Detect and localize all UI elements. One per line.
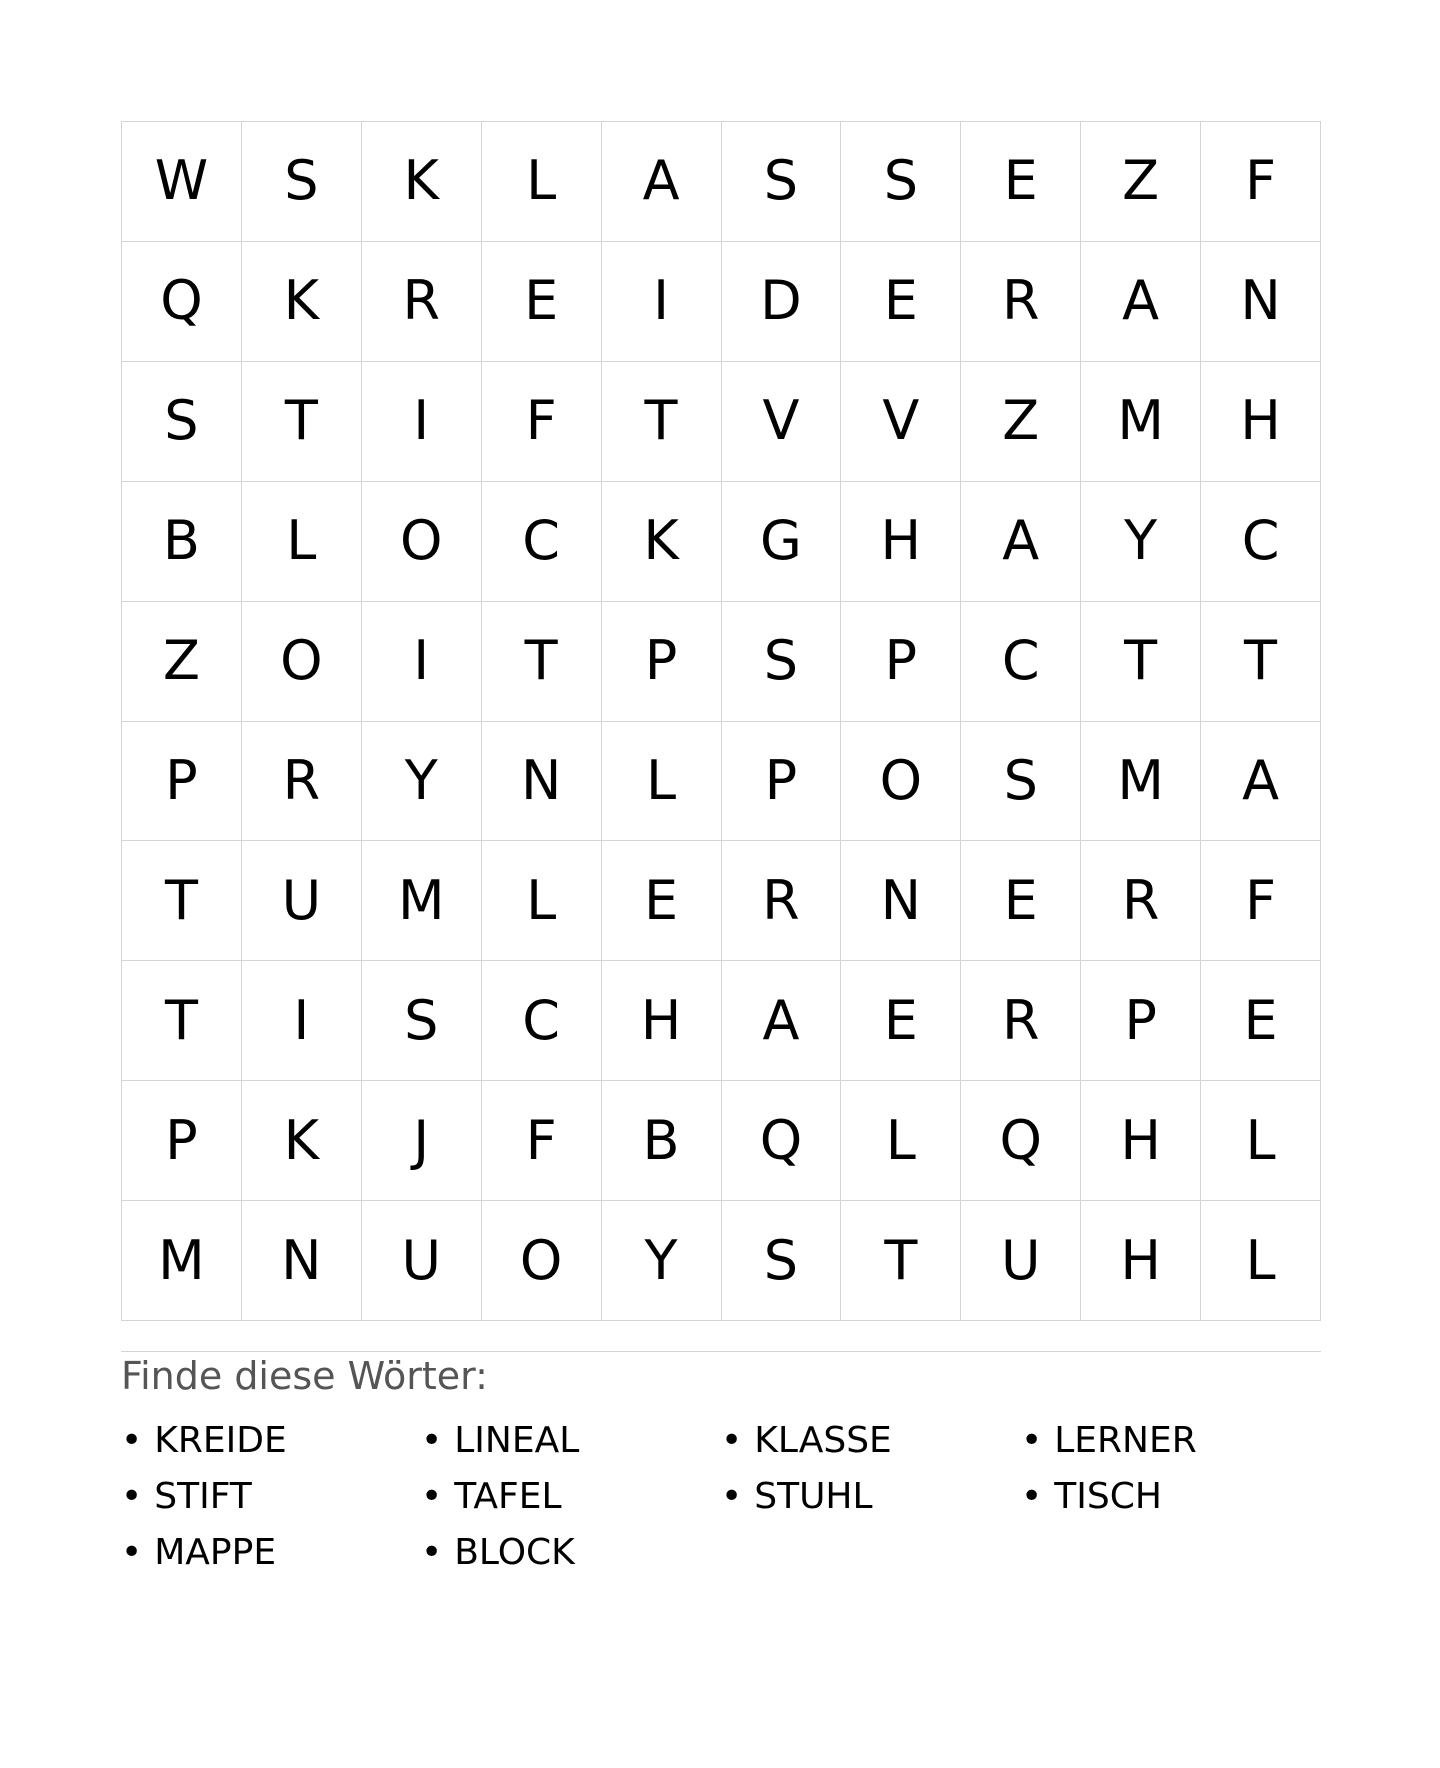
word-list-title: Finde diese Wörter: xyxy=(121,1354,488,1398)
grid-cell[interactable]: T xyxy=(1201,602,1321,722)
grid-cell[interactable]: M xyxy=(1081,362,1201,482)
grid-cell[interactable]: C xyxy=(1201,482,1321,602)
grid-cell[interactable]: I xyxy=(362,602,482,722)
grid-cell[interactable]: H xyxy=(602,961,722,1081)
grid-cell[interactable]: I xyxy=(362,362,482,482)
grid-cell[interactable]: N xyxy=(482,722,602,842)
word-item: • STUHL xyxy=(721,1469,1021,1525)
grid-cell[interactable]: L xyxy=(841,1081,961,1201)
grid-cell[interactable]: S xyxy=(722,602,842,722)
grid-cell[interactable]: L xyxy=(482,841,602,961)
grid-cell[interactable]: F xyxy=(1201,122,1321,242)
grid-cell[interactable]: E xyxy=(841,961,961,1081)
grid-cell[interactable]: L xyxy=(242,482,362,602)
grid-cell[interactable]: S xyxy=(961,722,1081,842)
grid-cell[interactable]: T xyxy=(122,841,242,961)
grid-cell[interactable]: O xyxy=(841,722,961,842)
grid-cell[interactable]: P xyxy=(1081,961,1201,1081)
grid-cell[interactable]: J xyxy=(362,1081,482,1201)
grid-cell[interactable]: E xyxy=(961,841,1081,961)
grid-cell[interactable]: O xyxy=(362,482,482,602)
grid-cell[interactable]: T xyxy=(482,602,602,722)
grid-cell[interactable]: Z xyxy=(122,602,242,722)
grid-cell[interactable]: F xyxy=(482,1081,602,1201)
grid-cell[interactable]: Z xyxy=(961,362,1081,482)
grid-cell[interactable]: K xyxy=(602,482,722,602)
grid-cell[interactable]: C xyxy=(482,961,602,1081)
grid-cell[interactable]: P xyxy=(122,722,242,842)
word-item: • KLASSE xyxy=(721,1413,1021,1469)
grid-cell[interactable]: H xyxy=(1081,1201,1201,1321)
grid-cell[interactable]: I xyxy=(602,242,722,362)
grid-cell[interactable]: K xyxy=(242,242,362,362)
grid-cell[interactable]: H xyxy=(841,482,961,602)
grid-cell[interactable]: L xyxy=(1201,1201,1321,1321)
grid-cell[interactable]: R xyxy=(1081,841,1201,961)
grid-cell[interactable]: T xyxy=(242,362,362,482)
grid-cell[interactable]: A xyxy=(1201,722,1321,842)
grid-cell[interactable]: B xyxy=(122,482,242,602)
grid-cell[interactable]: S xyxy=(242,122,362,242)
grid-cell[interactable]: R xyxy=(242,722,362,842)
grid-cell[interactable]: F xyxy=(482,362,602,482)
grid-cell[interactable]: R xyxy=(961,961,1081,1081)
word-item: • KREIDE xyxy=(121,1413,421,1469)
grid-cell[interactable]: A xyxy=(1081,242,1201,362)
grid-cell[interactable]: P xyxy=(602,602,722,722)
grid-cell[interactable]: A xyxy=(722,961,842,1081)
grid-cell[interactable]: K xyxy=(242,1081,362,1201)
grid-cell[interactable]: S xyxy=(362,961,482,1081)
word-item: • TAFEL xyxy=(421,1469,721,1525)
grid-cell[interactable]: V xyxy=(722,362,842,482)
grid-cell[interactable]: R xyxy=(961,242,1081,362)
grid-cell[interactable]: F xyxy=(1201,841,1321,961)
grid-cell[interactable]: P xyxy=(841,602,961,722)
grid-cell[interactable]: T xyxy=(841,1201,961,1321)
grid-cell[interactable]: T xyxy=(1081,602,1201,722)
grid-cell[interactable]: E xyxy=(602,841,722,961)
grid-cell[interactable]: Y xyxy=(602,1201,722,1321)
grid-cell[interactable]: E xyxy=(961,122,1081,242)
grid-cell[interactable]: Q xyxy=(961,1081,1081,1201)
grid-cell[interactable]: G xyxy=(722,482,842,602)
grid-cell[interactable]: L xyxy=(1201,1081,1321,1201)
grid-cell[interactable]: S xyxy=(122,362,242,482)
grid-cell[interactable]: R xyxy=(362,242,482,362)
grid-cell[interactable]: N xyxy=(841,841,961,961)
grid-cell[interactable]: O xyxy=(242,602,362,722)
grid-cell[interactable]: M xyxy=(362,841,482,961)
grid-cell[interactable]: R xyxy=(722,841,842,961)
word-item: • MAPPE xyxy=(121,1525,421,1581)
grid-cell[interactable]: U xyxy=(362,1201,482,1321)
grid-cell[interactable]: H xyxy=(1201,362,1321,482)
grid-cell[interactable]: Z xyxy=(1081,122,1201,242)
grid-cell[interactable]: V xyxy=(841,362,961,482)
grid-cell[interactable]: S xyxy=(841,122,961,242)
grid-cell[interactable]: S xyxy=(722,122,842,242)
grid-cell[interactable]: Q xyxy=(122,242,242,362)
word-item: • BLOCK xyxy=(421,1525,721,1581)
word-item: • LINEAL xyxy=(421,1413,721,1469)
grid-cell[interactable]: K xyxy=(362,122,482,242)
grid-cell[interactable]: P xyxy=(122,1081,242,1201)
grid-cell[interactable]: E xyxy=(482,242,602,362)
grid-cell[interactable]: I xyxy=(242,961,362,1081)
letter-grid xyxy=(121,121,1321,1321)
grid-cell[interactable]: L xyxy=(602,722,722,842)
grid-cell[interactable]: A xyxy=(602,122,722,242)
grid-cell[interactable]: C xyxy=(482,482,602,602)
grid-cell[interactable]: Y xyxy=(362,722,482,842)
grid-cell[interactable]: C xyxy=(961,602,1081,722)
grid-cell[interactable]: U xyxy=(961,1201,1081,1321)
grid-cell[interactable]: O xyxy=(482,1201,602,1321)
grid-cell[interactable]: A xyxy=(961,482,1081,602)
grid-cell[interactable]: E xyxy=(841,242,961,362)
grid-cell[interactable]: B xyxy=(602,1081,722,1201)
grid-cell[interactable]: S xyxy=(722,1201,842,1321)
word-item: • TISCH xyxy=(1021,1469,1321,1525)
grid-cell[interactable]: L xyxy=(482,122,602,242)
grid-cell[interactable]: T xyxy=(602,362,722,482)
grid-cell[interactable]: D xyxy=(722,242,842,362)
word-list xyxy=(121,1413,1321,1581)
grid-cell[interactable]: T xyxy=(122,961,242,1081)
grid-cell[interactable]: M xyxy=(1081,722,1201,842)
grid-cell[interactable]: M xyxy=(122,1201,242,1321)
grid-cell[interactable]: H xyxy=(1081,1081,1201,1201)
word-item: • STIFT xyxy=(121,1469,421,1525)
grid-cell[interactable]: N xyxy=(1201,242,1321,362)
grid-cell[interactable]: Y xyxy=(1081,482,1201,602)
grid-cell[interactable]: E xyxy=(1201,961,1321,1081)
grid-cell[interactable]: N xyxy=(242,1201,362,1321)
grid-cell[interactable]: P xyxy=(722,722,842,842)
grid-cell[interactable]: W xyxy=(122,122,242,242)
grid-cell[interactable]: U xyxy=(242,841,362,961)
word-item: • LERNER xyxy=(1021,1413,1321,1469)
grid-cell[interactable]: Q xyxy=(722,1081,842,1201)
